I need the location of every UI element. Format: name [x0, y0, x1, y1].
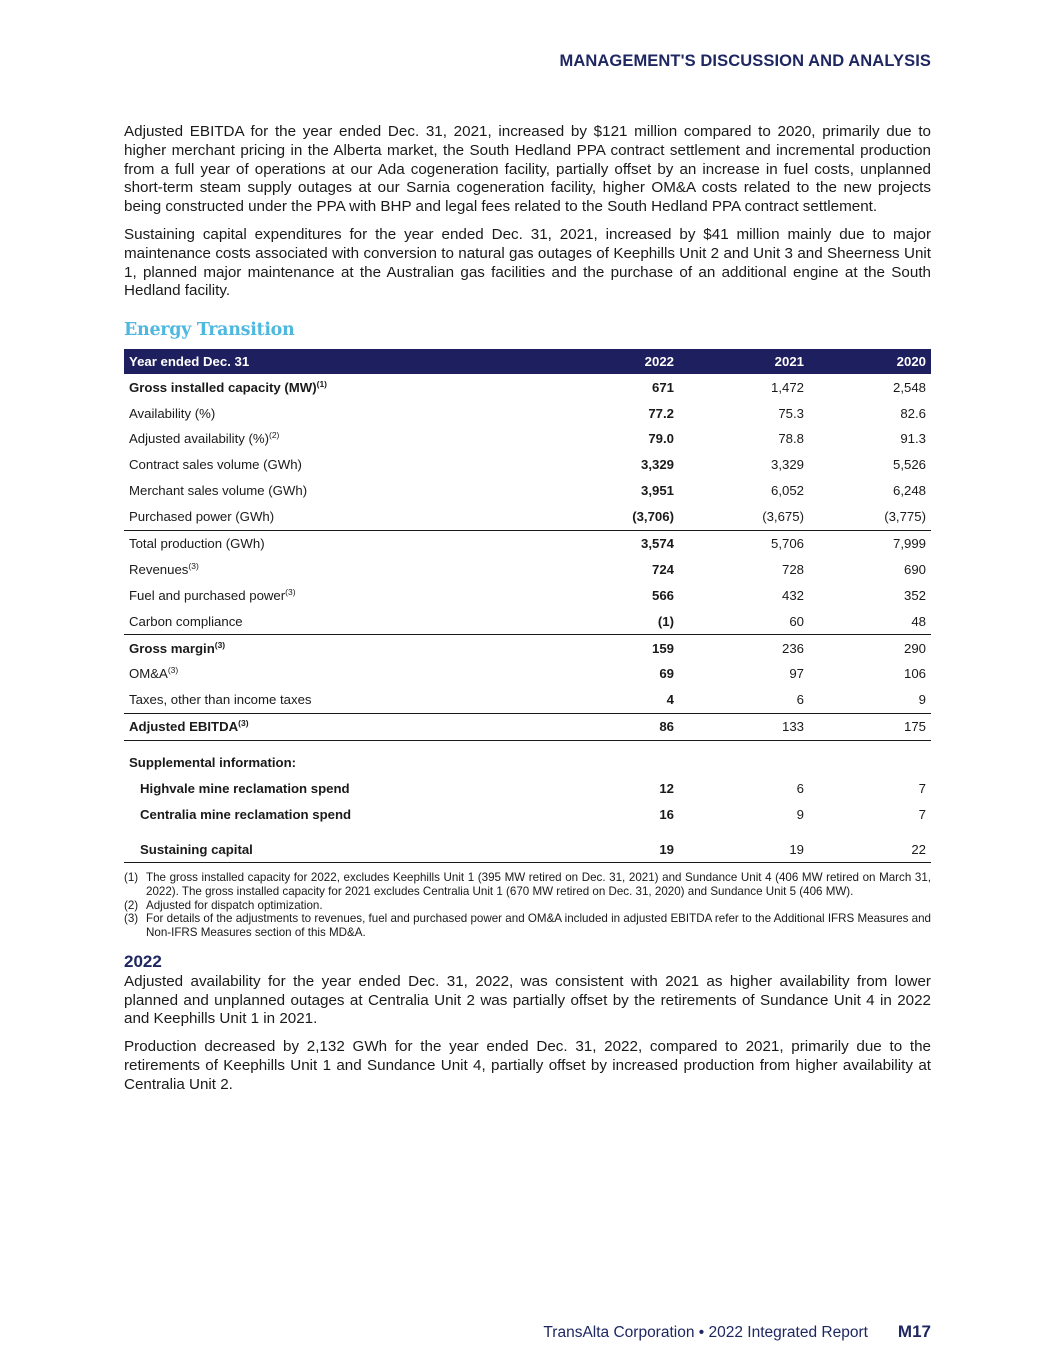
- table-row: [124, 687, 931, 713]
- header-2020: 2020: [896, 354, 926, 370]
- cell-2020: (3,775): [809, 504, 931, 530]
- table-row: [124, 608, 931, 634]
- cell-2021: 19: [679, 836, 809, 862]
- cell-2020: 690: [903, 561, 926, 577]
- spacer-row: [124, 827, 931, 836]
- row-label: $OM\&A^{(3)}$: [129, 665, 179, 682]
- cell-2021: 60: [679, 608, 809, 634]
- cell-2021: 3,329: [770, 457, 804, 473]
- row-label: Total production (GWh): [129, 535, 265, 551]
- header-year-ended: Year ended Dec. 31: [129, 354, 250, 370]
- cell-2022: (3,706): [569, 504, 679, 530]
- row-label: Merchant sales volume (GWh): [129, 483, 308, 499]
- cell-2020: 7: [918, 806, 926, 822]
- footnote: [124, 912, 931, 939]
- page-number: M17: [897, 1322, 931, 1341]
- cell-2021: 6: [796, 780, 804, 796]
- cell-2020: 2,548: [892, 379, 926, 395]
- supplemental-label: Supplemental information:: [129, 755, 297, 771]
- table-row: [124, 374, 931, 400]
- cell-2021: 236: [781, 640, 804, 656]
- row-label: Carbon compliance: [124, 608, 569, 634]
- footnote-number: (3): [124, 912, 139, 926]
- cell-2022: 3,329: [640, 457, 674, 473]
- table-row: [124, 400, 931, 426]
- cell-2021: 9: [796, 806, 804, 822]
- cell-2020: 7: [918, 780, 926, 796]
- cell-2022: 671: [651, 379, 674, 395]
- year-heading: 2022: [124, 951, 162, 971]
- cell-2020: 7,999: [892, 535, 926, 551]
- table-row: [124, 836, 931, 862]
- row-label: Gross installed capacity (MW)$^{(1)}$: [129, 378, 327, 395]
- cell-2020: 22: [809, 836, 931, 862]
- page-content: [124, 123, 931, 1104]
- cell-2022: 4: [569, 687, 679, 713]
- footer-text: TransAlta Corporation • 2022 Integrated Report: [543, 1324, 868, 1341]
- cell-2021: 728: [781, 561, 804, 577]
- cell-2020: 352: [903, 587, 926, 603]
- cell-2022: (1): [569, 608, 679, 634]
- section-title: Energy Transition: [124, 320, 295, 341]
- intro-paragraph-2: Sustaining capital expenditures for the year ended Dec. 31, 2021, increased by $41 million mainly due to major maintenance costs associated with conversion to natural gas outages of Keephills Unit 2 and Unit 3 and Sheerness Unit 1, planned major maintenance at the Australian gas facilities and the purchase of an additional engine at the South Hedland facility.: [124, 225, 931, 300]
- row-label: Purchased power (GWh): [124, 504, 569, 530]
- cell-2022: 566: [651, 587, 674, 603]
- table-row: [124, 504, 931, 530]
- year-paragraph-1: Adjusted availability for the year ended Dec. 31, 2022, was consistent with 2021 as higher availability from lower planned and unplanned outages at Centralia Unit 2 was partially offset by the retirements of Sundance Unit 4 in 2022 and Keephills Unit 1 in 2021.: [124, 972, 931, 1028]
- row-label: Contract sales volume (GWh): [129, 457, 302, 473]
- cell-2022: 79.0: [648, 431, 674, 447]
- table-header-row: [124, 349, 931, 374]
- table-row: [124, 530, 931, 556]
- row-label: Taxes, other than income taxes: [124, 687, 569, 713]
- footnote-text: For details of the adjustments to revenues, fuel and purchased power and OM&A included in adjusted EBITDA refer to the Additional IFRS Measures and Non-IFRS Measures section of this MD&A.: [146, 912, 931, 940]
- energy-transition-table: [124, 349, 931, 863]
- cell-2020: 5,526: [892, 457, 926, 473]
- footnote: [124, 899, 931, 913]
- table-row: [124, 556, 931, 582]
- cell-2022: 19: [569, 836, 679, 862]
- table-row: [124, 713, 931, 740]
- cell-2021: 78.8: [778, 431, 804, 447]
- cell-2022: 12: [659, 780, 674, 796]
- table-row: [124, 801, 931, 827]
- footnote-number: (1): [124, 871, 139, 885]
- table-row: [124, 635, 931, 661]
- cell-2021: 432: [781, 587, 804, 603]
- row-label: Adjusted EBITDA$^{(3)}$: [124, 713, 569, 740]
- cell-2021: 6,052: [770, 483, 804, 499]
- cell-2022: 69: [659, 666, 674, 682]
- row-label: Revenues$^{(3)}$: [129, 560, 199, 577]
- table-row: [124, 661, 931, 687]
- cell-2020: 91.3: [900, 431, 926, 447]
- table-row: [124, 776, 931, 802]
- intro-paragraph-1: Adjusted EBITDA for the year ended Dec. 31, 2021, increased by $121 million compared to 2020, primarily due to higher merchant pricing in the Alberta market, the South Hedland PPA contract settlement and incremental production from a full year of operations at our Ada cogeneration facility, partially offset by an increase in fuel costs, unplanned short-term steam supply outages at our Sarnia cogeneration facility, higher OM&A costs related to the new projects being constructed under the PPA with BHP and legal fees related to the South Hedland PPA contract settlement.: [124, 123, 931, 216]
- cell-2021: 6: [679, 687, 809, 713]
- footnote-number: (2): [124, 898, 139, 912]
- cell-2021: (3,675): [679, 504, 809, 530]
- spacer-row: [124, 740, 931, 750]
- footnote-text: Adjusted for dispatch optimization.: [146, 898, 323, 912]
- cell-2020: 106: [903, 666, 926, 682]
- cell-2022: 3,951: [640, 483, 674, 499]
- table-row: [124, 426, 931, 452]
- cell-2022: 724: [651, 561, 674, 577]
- cell-2022: 16: [659, 806, 674, 822]
- row-label: Gross margin$^{(3)}$: [129, 639, 226, 656]
- cell-2022: 3,574: [640, 535, 674, 551]
- page-header-title: MANAGEMENT'S DISCUSSION AND ANALYSIS: [559, 52, 931, 70]
- cell-2020: 48: [809, 608, 931, 634]
- table-row: [124, 582, 931, 608]
- row-label: Highvale mine reclamation spend: [140, 780, 350, 796]
- page-footer: [543, 1322, 931, 1342]
- row-label: Centralia mine reclamation spend: [140, 806, 352, 822]
- year-paragraph-2: Production decreased by 2,132 GWh for the year ended Dec. 31, 2022, compared to 2021, primarily due to the retirements of Keephills Unit 1 and Sundance Unit 4, partially offset by increased production from higher availability at Centralia Unit 2.: [124, 1038, 931, 1093]
- cell-2022: 159: [651, 640, 674, 656]
- footnotes: [124, 871, 931, 940]
- header-2022: 2022: [644, 354, 674, 370]
- footnote: [124, 871, 931, 898]
- table-row: [124, 452, 931, 478]
- cell-2020: 9: [809, 687, 931, 713]
- row-label: Adjusted availability (%)$^{(2)}$: [129, 430, 280, 447]
- row-label: Sustaining capital: [124, 836, 569, 862]
- cell-2021: 5,706: [770, 535, 804, 551]
- cell-2020: 6,248: [892, 483, 926, 499]
- cell-2021: 97: [789, 666, 804, 682]
- cell-2022: 86: [569, 713, 679, 740]
- supplemental-header-row: [124, 750, 931, 776]
- header-2021: 2021: [774, 354, 804, 370]
- row-label: Fuel and purchased power$^{(3)}$: [129, 586, 296, 603]
- cell-2021: 75.3: [778, 405, 804, 421]
- cell-2021: 133: [679, 713, 809, 740]
- cell-2022: 77.2: [648, 405, 674, 421]
- cell-2021: 1,472: [770, 379, 804, 395]
- table-row: [124, 478, 931, 504]
- row-label: Availability (%): [129, 405, 216, 421]
- cell-2020: 290: [903, 640, 926, 656]
- cell-2020: 175: [809, 713, 931, 740]
- cell-2020: 82.6: [900, 405, 926, 421]
- footnote-text: The gross installed capacity for 2022, excludes Keephills Unit 1 (395 MW retired on Dec. 31, 2021) and Sundance Unit 4 (406 MW retired on March 31, 2022). The gross installed capacity for 2021 excludes Centralia Unit 1 (670 MW retired on Dec. 31, 2020) and Sundance Unit 5 (406 MW).: [146, 871, 931, 898]
